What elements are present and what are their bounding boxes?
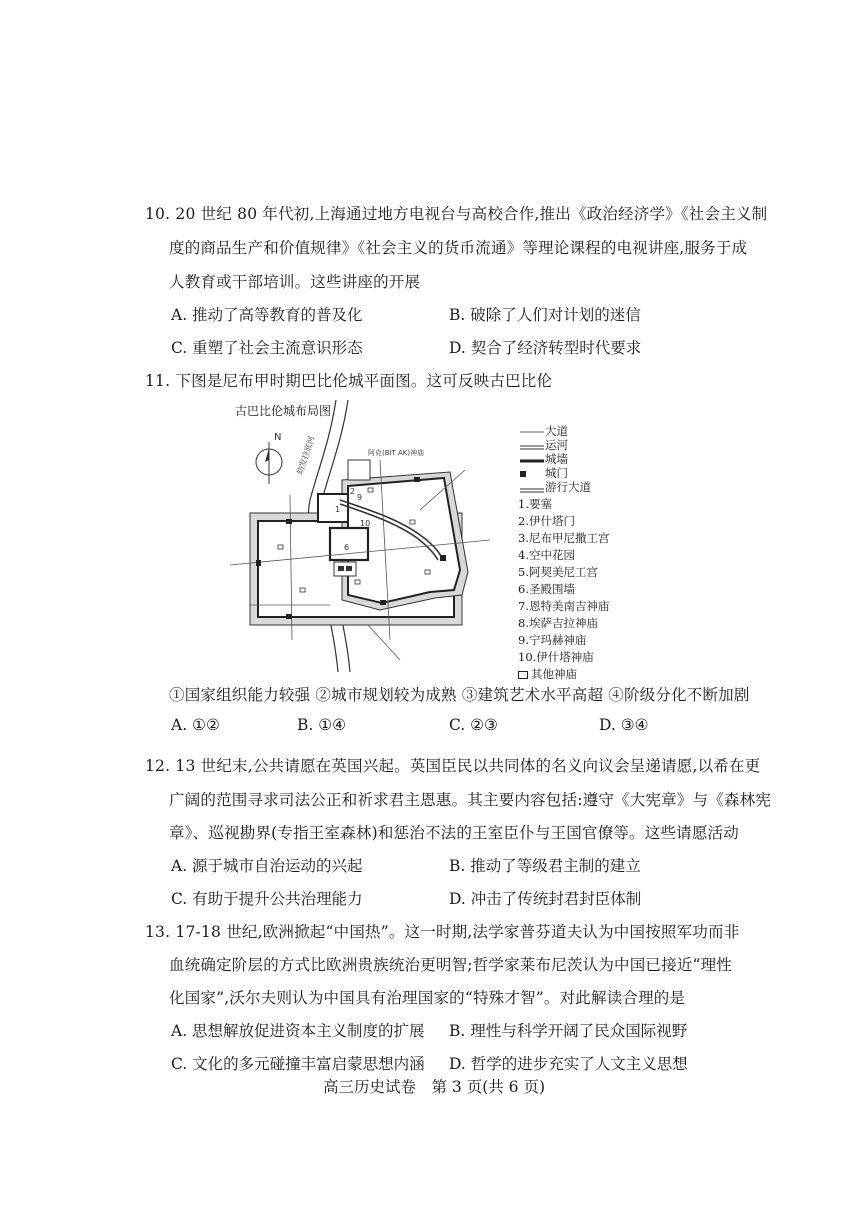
map-number-1: 1 <box>335 505 341 514</box>
legend-numbered-10: 10.伊什塔神庙 <box>518 650 594 664</box>
legend-canal: 运河 <box>545 438 568 452</box>
legend-wall: 城墙 <box>545 452 568 466</box>
legend-other-temple <box>518 667 577 682</box>
river-label: 幼发拉底河 <box>295 434 317 476</box>
q10-option-a: A. 推动了高等教育的普及化 <box>171 306 363 324</box>
q11-option-d: D. ③④ <box>599 716 649 734</box>
q12-option-b: B. 推动了等级君主制的建立 <box>449 857 641 875</box>
q12-option-c: C. 有助于提升公共治理能力 <box>171 890 363 908</box>
q13-stem-line1: 13. 17-18 世纪,欧洲掀起“中国热”。这一时期,法学家普芬道夫认为中国按照军功而非 <box>145 923 740 941</box>
map-number-6: 6 <box>344 543 350 552</box>
map-number-2: 2 <box>350 487 356 496</box>
legend-other-label: 其他神庙 <box>531 667 577 681</box>
temple-label: 阿克(BiT AK)神庙 <box>368 449 425 457</box>
q12-option-d: D. 冲击了传统封君封臣体制 <box>449 890 642 908</box>
legend-numbered-5: 5.阿契美尼工宫 <box>518 565 598 579</box>
q13-stem-line3: 化国家”,沃尔夫则认为中国具有治理国家的“特殊才智”。对此解读合理的是 <box>169 989 686 1007</box>
q13-option-b: B. 理性与科学开阔了民众国际视野 <box>449 1022 688 1040</box>
legend-numbered-4: 4.空中花园 <box>518 548 575 562</box>
q13-option-d: D. 哲学的进步充实了人文主义思想 <box>449 1055 688 1073</box>
other-temple-box-icon <box>518 671 528 679</box>
q10-option-d: D. 契合了经济转型时代要求 <box>449 339 642 357</box>
legend-numbered-3: 3.尼布甲尼撒工宫 <box>518 531 610 545</box>
q13-stem-line2: 血统确定阶层的方式比欧洲贵族统治更明智;哲学家莱布尼茨认为中国已接近“理性 <box>169 956 733 974</box>
map-number-9: 9 <box>357 493 363 502</box>
legend-numbered-8: 8.埃萨吉拉神庙 <box>518 616 598 630</box>
q11-statements: ①国家组织能力较强 ②城市规划较为成熟 ③建筑艺术水平高超 ④阶级分化不断加剧 <box>169 686 750 704</box>
page-footer: 高三历史试卷 第 3 页(共 6 页) <box>322 1078 546 1096</box>
q12-stem-line3: 章》、巡视勘界(专指王室森林)和惩治不法的王室臣仆与王国官僚等。这些请愿活动 <box>169 824 739 842</box>
legend-gate: 城门 <box>545 466 568 480</box>
q11-option-a: A. ①② <box>171 716 220 734</box>
legend-numbered-6: 6.圣殿围墙 <box>518 582 575 596</box>
q11-option-b: B. ①④ <box>297 716 347 734</box>
q10-stem-line2: 度的商品生产和价值规律》《社会主义的货币流通》等理论课程的电视讲座,服务于成 <box>169 239 748 257</box>
q10-stem-line3: 人教育或干部培训。这些讲座的开展 <box>169 273 421 291</box>
legend-procession-road: 游行大道 <box>545 480 591 494</box>
q12-option-a: A. 源于城市自治运动的兴起 <box>171 857 363 875</box>
q10-option-c: C. 重塑了社会主流意识形态 <box>171 339 363 357</box>
north-label: N <box>274 432 282 443</box>
legend-road: 大道 <box>545 424 568 438</box>
legend-numbered-1: 1.要塞 <box>518 497 552 511</box>
q13-option-a: A. 思想解放促进资本主义制度的扩展 <box>171 1022 425 1040</box>
map-number-10: 10 <box>360 519 371 528</box>
north-arrow-icon <box>256 442 282 484</box>
q11-stem-line1: 11. 下图是尼布甲时期巴比伦城平面图。这可反映古巴比伦 <box>145 372 553 390</box>
map-title: 古巴比伦城布局图 <box>235 404 332 418</box>
q13-option-c: C. 文化的多元碰撞丰富启蒙思想内涵 <box>171 1055 425 1073</box>
q11-option-c: C. ②③ <box>449 716 498 734</box>
legend-numbered-9: 9.宁玛赫神庙 <box>518 633 587 647</box>
legend-numbered-2: 2.伊什塔门 <box>518 514 575 528</box>
q10-option-b: B. 破除了人们对计划的迷信 <box>449 306 641 324</box>
q10-stem-line1: 10. 20 世纪 80 年代初,上海通过地方电视台与高校合作,推出《政治经济学》《社会主义制 <box>145 205 768 223</box>
q12-stem-line2: 广阔的范围寻求司法公正和祈求君主恩惠。其主要内容包括:遵守《大宪章》与《森林宪 <box>169 791 772 809</box>
q12-stem-line1: 12. 13 世纪末,公共请愿在英国兴起。英国臣民以共同体的名义向议会呈递请愿,以希在更 <box>145 757 761 775</box>
legend-numbered-7: 7.恩特美南吉神庙 <box>518 599 610 613</box>
